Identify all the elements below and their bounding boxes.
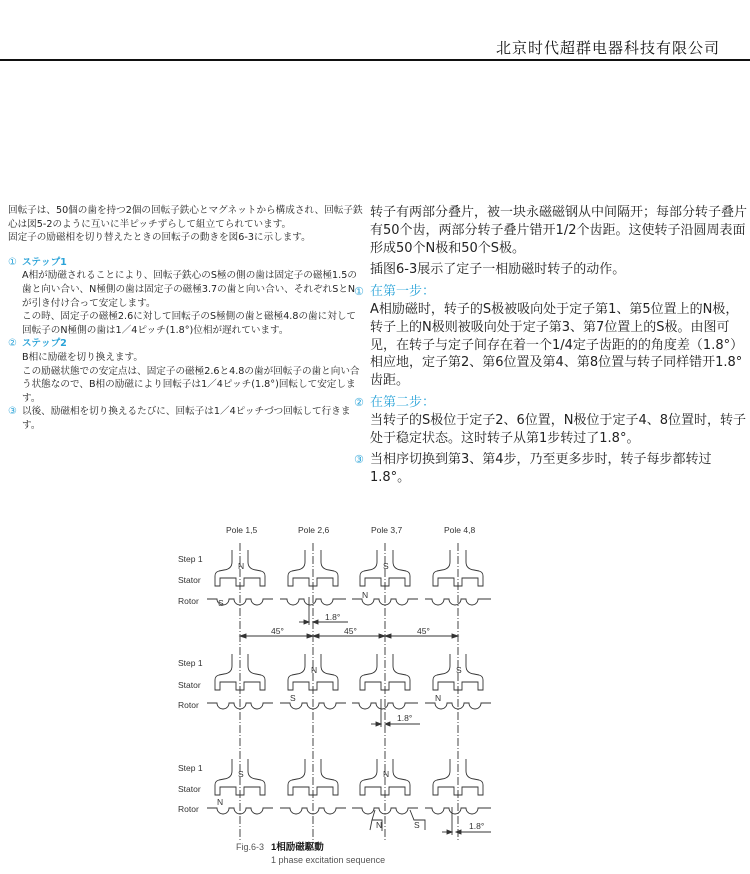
arrowhead: [313, 620, 318, 624]
pole-mark: N: [362, 590, 369, 600]
step-title: ステップ2: [22, 338, 67, 350]
intro-paragraph: 转子有两部分叠片，被一块永磁磁钢从中间隔开；每部分转子叠片有50个齿，两部分转子叠片错开1/2个齿距。这使转子沿圆周表面形成50个N极和50个S极。: [370, 205, 748, 256]
step-title: ステップ1: [22, 256, 67, 268]
stator-shape: [288, 550, 338, 586]
step-text: この時、固定子の磁極2.6に対して回転子のS極側の歯と磁極4.8の歯に対して回転子のN極側の歯は1／4ピッチ(1.8°)位相が遅れています。: [22, 311, 357, 336]
angle-label: 1.8°: [469, 821, 485, 831]
row-label: Stator: [178, 575, 201, 585]
step-number: ②: [354, 395, 364, 409]
angle-label: 1.8°: [397, 713, 413, 723]
step-text: 当相序切换到第3、第4步，乃至更多步时，转子每步都转过1.8°。: [370, 452, 712, 486]
pole-mark: N: [311, 665, 318, 675]
row-label: Stator: [178, 784, 201, 794]
pole-label: Pole 3,7: [371, 525, 403, 535]
intro-paragraph: 插图6-3展示了定子一相励磁时转子的动作。: [370, 262, 626, 278]
step-title: 在第二步：: [370, 394, 436, 410]
angle-label: 1.8°: [325, 612, 341, 622]
figure-number: Fig.6-3: [236, 842, 265, 852]
pole-mark: N: [376, 820, 383, 830]
step-number: ①: [354, 285, 364, 299]
stator-shape: [433, 550, 483, 586]
intro-paragraph: 固定子の励磁相を切り替えたときの回転子の動きを図6-3に示します。: [8, 232, 311, 244]
step-text: 相应地，定子第2、第6位置及第4、第8位置与转子同样错开1.8°齿距。: [370, 355, 743, 389]
stator-shape: [360, 654, 410, 690]
row-label: Stator: [178, 680, 201, 690]
row-label: Step 1: [178, 763, 203, 773]
arrowhead: [452, 634, 458, 638]
pole-label: Pole 4,8: [444, 525, 476, 535]
angle-label: 45°: [271, 626, 284, 636]
row-label: Rotor: [178, 804, 199, 814]
arrowhead: [376, 722, 381, 726]
pole-mark: N: [238, 561, 245, 571]
angle-label: 45°: [344, 626, 357, 636]
arrowhead: [240, 634, 246, 638]
pole-mark: S: [456, 665, 462, 675]
step-number: ③: [8, 406, 17, 418]
step-text: 当转子的S极位于定子2、6位置，N极位于定子4、8位置时，转子处于稳定状态。这时转子从第1步转过了1.8°。: [370, 412, 747, 446]
row-label: Rotor: [178, 596, 199, 606]
arrowhead: [304, 620, 309, 624]
pole-mark: N: [435, 693, 442, 703]
pole-mark: S: [238, 769, 244, 779]
pole-mark: N: [217, 797, 224, 807]
row-label: Rotor: [178, 700, 199, 710]
angle-label: 45°: [417, 626, 430, 636]
pole-mark: S: [290, 693, 296, 703]
pole-mark: S: [414, 820, 420, 830]
arrowhead: [313, 634, 319, 638]
company-name: 北京时代超群电器科技有限公司: [495, 39, 720, 57]
pole-label: Pole 2,6: [298, 525, 330, 535]
pole-label: Pole 1,5: [226, 525, 258, 535]
row-label: Step 1: [178, 658, 203, 668]
intro-paragraph: 回転子は、50個の歯を持つ2個の回転子鉄心とマグネットから構成され、回転子鉄心は図5-2のように互いに半ピッチずらして組立てられています。: [8, 205, 363, 230]
arrowhead: [456, 830, 461, 834]
step-text: この励磁状態での安定点は、固定子の磁極2.6と4.8の歯が回転子の歯と向い合う状態なので、B相の励磁により回転子は1／4ピッチ(1.8°)回転して安定します。: [22, 365, 360, 404]
step-number: ③: [354, 453, 364, 467]
step-number: ②: [8, 338, 17, 350]
figure-caption-en: 1 phase excitation sequence: [271, 855, 386, 865]
pole-mark: S: [383, 561, 389, 571]
arrowhead: [385, 634, 391, 638]
step-text: 以後、励磁相を切り換えるたびに、回転子は1／4ピッチづつ回転して行きます。: [22, 406, 351, 431]
step-text: B相に励磁を切り換えます。: [22, 351, 143, 363]
row-label: Step 1: [178, 554, 203, 564]
step-text: A相励磁时，转子的S极被吸向处于定子第1、第5位置上的N极，转子上的N极则被吸向处于定子第3、第7位置上的S极。由图可见，在转子与定子间存在着一个1/4定子齿距的的角度差（1.8°）: [370, 301, 744, 353]
pole-mark: S: [218, 598, 224, 608]
step-number: ①: [8, 256, 17, 268]
figure-caption-ja: 1相励磁駆動: [271, 842, 324, 853]
arrowhead: [385, 722, 390, 726]
step-title: 在第一步：: [370, 284, 436, 300]
arrowhead: [447, 830, 452, 834]
step-text: A相が励磁されることにより、回転子鉄心のS極の側の歯は固定子の磁極1.5の歯と向い合い、N極側の歯は固定子の磁極3.7の歯と向い合い、それぞれSとNが引き付け合って安定します。: [22, 270, 357, 309]
pole-mark: N: [383, 769, 390, 779]
stator-shape: [215, 654, 265, 690]
